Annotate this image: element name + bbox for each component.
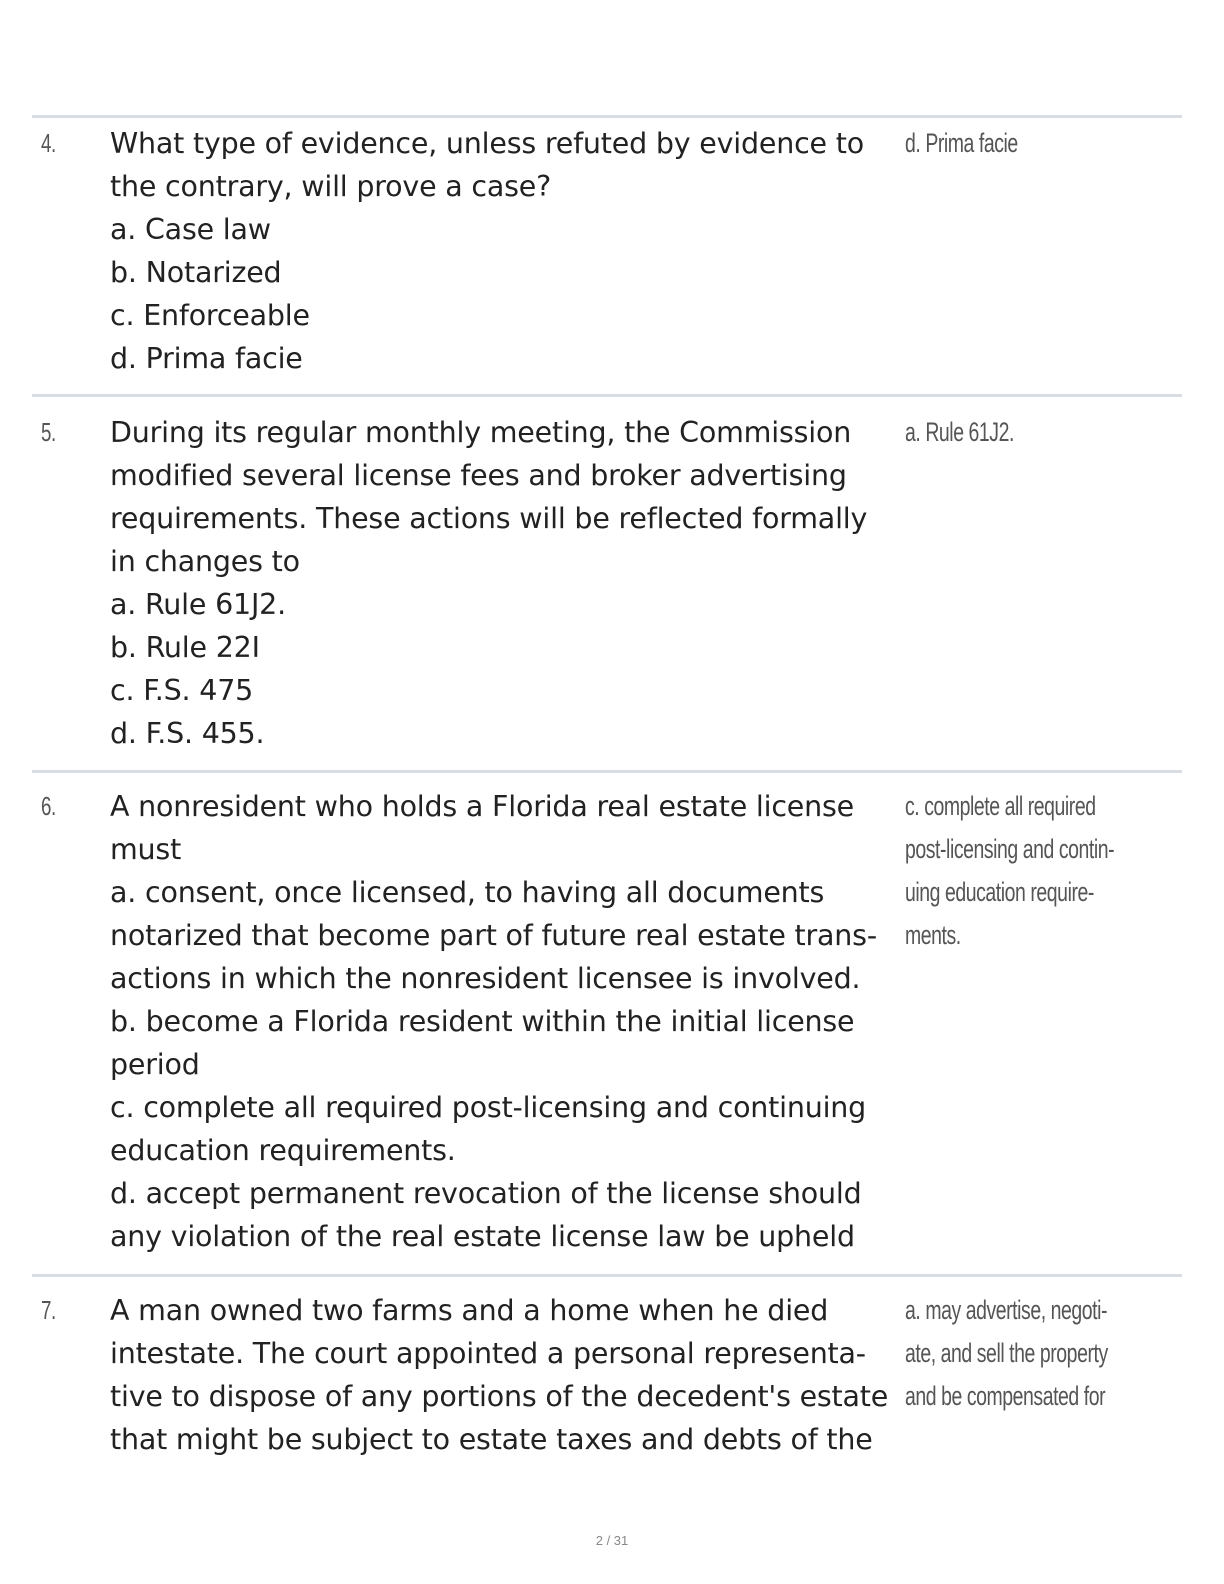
answer-line: a. Rule 61J2.	[905, 417, 1014, 447]
option-c: c. Enforceable	[110, 299, 310, 332]
option-d: d. accept permanent revocation of the license should	[110, 1177, 862, 1210]
option-a: a. consent, once licensed, to having all documents	[110, 876, 825, 909]
answer-line: uing education require-	[905, 877, 1094, 907]
flashcard-4	[32, 115, 1182, 398]
option-c: c. complete all required post-licensing and continuing	[110, 1091, 867, 1124]
question-text	[110, 411, 910, 755]
answer-line: d. Prima facie	[905, 128, 1018, 158]
question-line: modified several license fees and broker advertising	[110, 459, 847, 492]
card-number: 5.	[41, 417, 56, 447]
answer-text	[905, 785, 1185, 957]
card-number: 4.	[41, 128, 56, 158]
option-a-cont: notarized that become part of future real estate trans-	[110, 919, 877, 952]
option-a: a. Case law	[110, 213, 271, 246]
option-b: b. become a Florida resident within the initial license	[110, 1005, 855, 1038]
card-number: 7.	[41, 1295, 56, 1325]
option-d-cont: any violation of the real estate license law be upheld	[110, 1220, 855, 1253]
flashcard-6	[32, 770, 1182, 1277]
question-line: intestate. The court appointed a personal representa-	[110, 1337, 866, 1370]
option-b: b. Rule 22I	[110, 631, 260, 664]
answer-line: post-licensing and contin-	[905, 834, 1115, 864]
question-text	[110, 785, 910, 1258]
option-d: d. F.S. 455.	[110, 717, 265, 750]
question-line: in changes to	[110, 545, 300, 578]
option-b: b. Notarized	[110, 256, 282, 289]
page-indicator: 2 / 31	[595, 1533, 629, 1548]
question-line: that might be subject to estate taxes and debts of the	[110, 1423, 873, 1456]
answer-text	[905, 122, 1185, 165]
question-line: A nonresident who holds a Florida real estate license	[110, 790, 854, 823]
answer-line: ments.	[905, 920, 961, 950]
flashcard-7	[32, 1274, 1182, 1477]
option-b-cont: period	[110, 1048, 200, 1081]
question-text	[110, 122, 910, 380]
question-line: During its regular monthly meeting, the Commission	[110, 416, 852, 449]
question-text	[110, 1289, 910, 1461]
question-line: tive to dispose of any portions of the decedent's estate	[110, 1380, 889, 1413]
answer-line: ate, and sell the property	[905, 1338, 1108, 1368]
answer-line: and be compensated for	[905, 1381, 1106, 1411]
flashcard-5	[32, 394, 1182, 773]
answer-text	[905, 1289, 1185, 1418]
question-line: A man owned two farms and a home when he died	[110, 1294, 829, 1327]
question-line: requirements. These actions will be reflected formally	[110, 502, 868, 535]
answer-line: c. complete all required	[905, 791, 1096, 821]
option-a: a. Rule 61J2.	[110, 588, 286, 621]
question-line: must	[110, 833, 182, 866]
option-c: c. F.S. 475	[110, 674, 254, 707]
card-number: 6.	[41, 791, 56, 821]
option-a-cont: actions in which the nonresident licensee is involved.	[110, 962, 861, 995]
answer-text	[905, 411, 1185, 454]
question-line: the contrary, will prove a case?	[110, 170, 552, 203]
question-line: What type of evidence, unless refuted by evidence to	[110, 127, 864, 160]
option-d: d. Prima facie	[110, 342, 303, 375]
answer-line: a. may advertise, negoti-	[905, 1295, 1108, 1325]
option-c-cont: education requirements.	[110, 1134, 456, 1167]
